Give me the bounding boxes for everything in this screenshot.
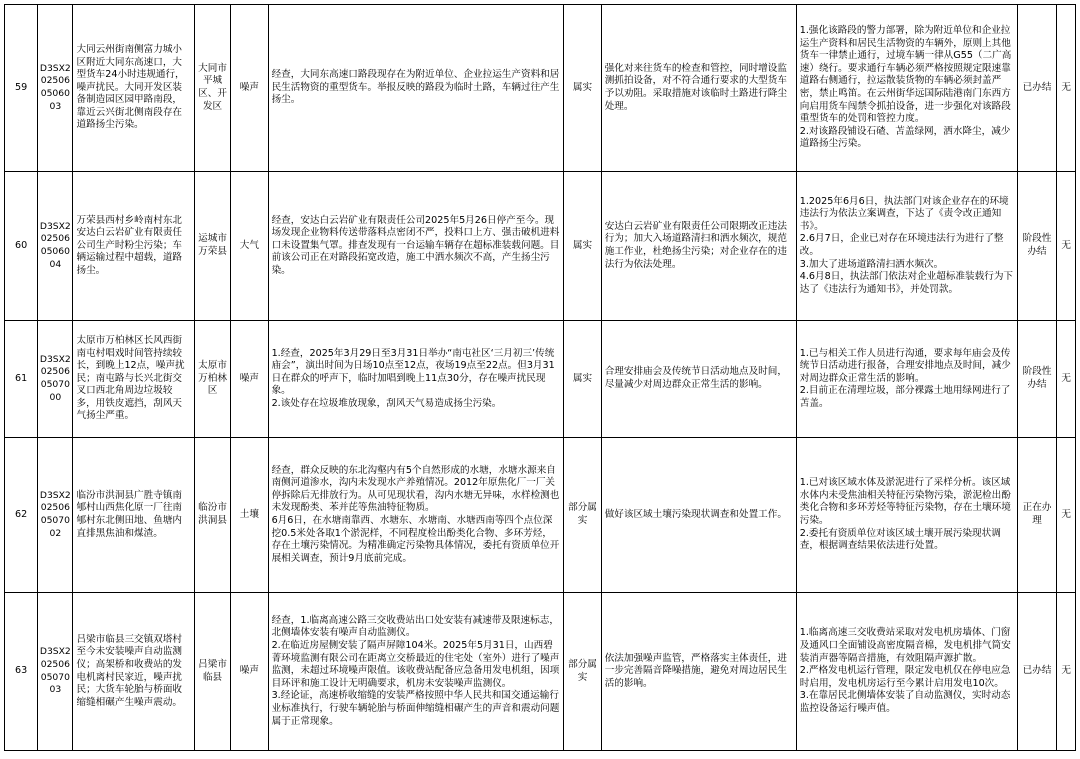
pollution-type: 噪声 [231,593,268,751]
rectification-progress-line: 1.已对该区域水体及淤泥进行了采样分析。该区域水体内未受焦油相关特征污染物污染，淤泥检出酚类化合物和多环芳烃等特征污染物，存在土壤环境污染。 [799,477,1011,526]
verdict: 属实 [564,5,601,172]
verdict: 部分属实 [564,438,601,593]
administrative-area: 吕梁市临县 [194,593,230,751]
pollution-type: 土壤 [231,438,268,593]
verdict: 属实 [564,321,601,438]
rectification-progress-line: 1.强化该路段的警力部署，除为附近单位和企业拉运生产资料和居民生活物资的车辆外，原则上其他货车一律禁止通行，过境车辆一律从G55（二广高速）绕行。要求通行车辆必须严格按照规定限速靠道路右侧通行，拉运散装货物的车辆必须封盖严密，禁止鸣笛。在云州街华远国际陆港南门东西方向启用货车闯禁令抓拍设备，进一步强化对该路段重型货车的处罚和管控力度。 [799,25,1012,125]
verdict: 属实 [564,172,601,321]
table-row [5,172,1076,321]
complaint-issue: 太原市万柏林区长风西街南屯村唱戏时间管持续较长，到晚上12点，噪声扰民；南屯路与长兴北街交叉口西北角周边垃圾较多，用铁皮遮挡，刮风天气扬尘严重。 [73,321,194,438]
rectification-progress-line: 2.目前正在清理垃圾，部分裸露土地用绿网进行了苫盖。 [799,385,1011,409]
accountability: 无 [1057,593,1076,751]
investigation-findings [268,593,564,751]
administrative-area: 太原市万柏林区 [194,321,230,438]
row-number: 63 [5,593,38,751]
handling-measures: 做好该区域土壤污染现状调查和处置工作。 [601,438,796,593]
complaint-code: D3SX2025060507000 [38,321,73,438]
handling-measures: 合理安排庙会及传统节日活动地点及时间，尽量减少对周边群众正常生活的影响。 [601,321,796,438]
investigation-findings-line: 3.经论证，高速桥收缩缝的安装严格按照中华人民共和国交通运输行业标准执行，行驶车辆轮胎与桥面伸缩缝相碾产生的声音和震动问题属于正常现象。 [271,690,560,727]
row-number: 60 [5,172,38,321]
rectification-progress [796,172,1017,321]
complaint-code: D3SX2025060506004 [38,172,73,321]
rectification-progress-line: 1.临离高速三交收费站采取对发电机房墙体、门窗及通风口全面铺设高密度隔音棉，发电机排气筒安装消声器等隔音措施，有效阻隔声源扩散。 [799,627,1011,664]
complaint-issue: 万荣县西村乡岭南村东北安达白云岩矿业有限责任公司生产时粉尘污染；车辆运输过程中超载，道路扬尘。 [73,172,194,321]
rectification-progress-line: 4.6月8日，执法部门依法对企业超标准装载行为下达了《违法行为通知书》，并处罚款。 [799,271,1014,295]
investigation-findings-line: 2.该处存在垃圾堆放现象，刮风天气易造成扬尘污染。 [271,397,502,409]
handling-status: 阶段性办结 [1017,321,1056,438]
handling-measures: 依法加强噪声监管，严格落实主体责任，进一步完善隔音降噪措施，避免对周边居民生活的影响。 [601,593,796,751]
rectification-progress-line: 1.2025年6月6日，执法部门对该企业存在的环境违法行为依法立案调查，下达了《责令改正通知书》。 [799,195,1009,232]
row-number: 61 [5,321,38,438]
handling-status: 已办结 [1017,5,1056,172]
rectification-progress-line: 2.严格发电机运行管理，限定发电机仅在停电应急时启用，发电机房运行至今累计启用发电10次。 [799,665,1011,689]
accountability: 无 [1057,5,1076,172]
handling-measures: 安达白云岩矿业有限责任公司限期改正违法行为；加大入场道路清扫和洒水频次，规范施工作业，杜绝扬尘污染；对企业存在的违法行为依法处理。 [601,172,796,321]
pollution-type: 大气 [231,172,268,321]
accountability: 无 [1057,321,1076,438]
row-number: 59 [5,5,38,172]
complaint-table [4,4,1076,751]
pollution-type: 噪声 [231,5,268,172]
handling-status: 阶段性办结 [1017,172,1056,321]
investigation-findings-line: 经查，安达白云岩矿业有限责任公司2025年5月26日停产至今。现场发现企业物料传送带落料点密闭不严，投料口上方、强击破机进料口未设置集气罩。排查发现有一台运输车辆存在超标准装载问题。目前该公司正在对路段拓宽改造，施工中洒水频次不高，产生扬尘污染。 [271,214,560,276]
investigation-findings-line: 经查，1.临离高速公路三交收费站出口处安装有减速带及限速标志，北侧墙体安装有噪声自动监测仪。 [271,614,559,639]
accountability: 无 [1057,172,1076,321]
rectification-progress-line: 1.已与相关工作人员进行沟通，要求每年庙会及传统节日活动进行报备，合理安排地点及时间，减少对周边群众正常生活的影响。 [799,347,1011,384]
complaint-issue: 吕梁市临县三交镇双塔村至今未安装噪声自动监测仪；高架桥和收费站的发电机离村民家近，噪声扰民；大货车轮胎与桥面收缩缝相碾产生噪声震动。 [73,593,194,751]
administrative-area: 运城市万荣县 [194,172,230,321]
complaint-code: D3SX2025060506003 [38,5,73,172]
administrative-area: 临汾市洪洞县 [194,438,230,593]
table-row [5,321,1076,438]
rectification-progress-line: 2.委托有资质单位对该区域土壤开展污染现状调查，根据调查结果依法进行处置。 [799,527,1001,552]
table-row [5,593,1076,751]
rectification-progress [796,438,1017,593]
verdict: 部分属实 [564,593,601,751]
rectification-progress-line: 2.对该路段铺设石碴、苫盖绿网，洒水降尘，减少道路扬尘污染。 [799,125,1011,150]
handling-status: 正在办理 [1017,438,1056,593]
rectification-progress-line: 3.在靠居民北侧墙体安装了自动监测仪，实时动态监控设备运行噪声值。 [799,690,1011,714]
investigation-findings-line: 2.在临近房屋侧安装了隔声屏障104米。2025年5月31日，山西碧菁环境监测有限公司在距离立交桥最近的住宅处（室外）进行了噪声监测，未超过环境噪声限值。该收费站配备应急备用发电机组，因项目环评和施工设计无明确要求，机房未安装噪声监测仪。 [271,640,560,689]
rectification-progress-line: 2.6月7日，企业已对存在环境违法行为进行了整改。 [799,233,1004,257]
investigation-findings-line: 经查，群众反映的东北沟壑内有5个自然形成的水塘，水塘水源来自南侧河道渗水，沟内未发现水产养殖情况。2012年原焦化厂一厂关停拆除后无排放行为。从可见现状看，沟内水塘无异味，水样检测也未发现酚类、苯并芘等焦油特征物质。 [271,464,560,514]
investigation-findings-line: 6月6日，在水塘南靠西、水塘东、水塘南、水塘西南等四个点位深挖0.5米处各取1个淤泥样，不同程度检出酚类化合物、多环芳烃，存在土壤污染情况。为精准确定污染物具体情况，委托有资质单位开展相关调查，预计9月底前完成。 [271,515,560,564]
accountability: 无 [1057,438,1076,593]
investigation-findings [268,321,564,438]
table-row [5,438,1076,593]
investigation-findings-line: 1.经查，2025年3月29日至3月31日举办“南屯社区‘三月初三’传统庙会”，演出时间为日场10点至12点，夜场19点至22点。但3月31日在群众的呼声下，临时加唱到晚上11点30分，存在噪声扰民现象。 [271,347,555,397]
complaint-issue: 大同云州街南侧富力城小区附近大同东高速口，大型货车24小时违规通行，噪声扰民。大同开发区装备制造园区园甲路南段，靠近云兴街北侧南段存在道路扬尘污染。 [73,5,194,172]
investigation-findings [268,172,564,321]
investigation-findings [268,5,564,172]
pollution-type: 噪声 [231,321,268,438]
rectification-progress [796,5,1017,172]
handling-measures: 强化对来往货车的检查和管控，同时增设监测抓拍设备，对不符合通行要求的大型货车予以劝阻。采取措施对该临时土路进行降尘处理。 [601,5,796,172]
handling-status: 已办结 [1017,593,1056,751]
investigation-findings [268,438,564,593]
rectification-progress-line: 3.加大了进场道路清扫洒水频次。 [799,258,944,270]
complaint-code: D3SX2025060507002 [38,438,73,593]
complaint-code: D3SX2025060507003 [38,593,73,751]
rectification-progress [796,321,1017,438]
complaint-issue: 临汾市洪洞县广胜寺镇南郇村山西焦化原一厂往南郇村东北侧田地、鱼塘内直排黑焦油和煤渣。 [73,438,194,593]
investigation-findings-line: 经查，大同东高速口路段现存在为附近单位、企业拉运生产资料和居民生活物资的重型货车。举报反映的路段为临时土路，车辆过往产生扬尘。 [271,69,560,106]
administrative-area: 大同市平城区、开发区 [194,5,230,172]
table-body [5,5,1076,751]
row-number: 62 [5,438,38,593]
rectification-progress [796,593,1017,751]
table-row [5,5,1076,172]
